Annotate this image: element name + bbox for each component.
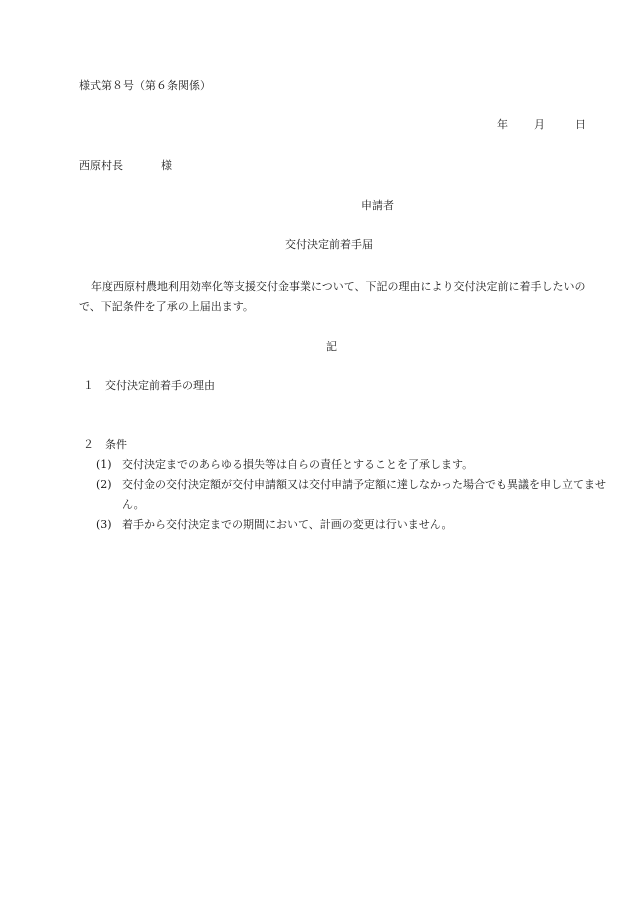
item-1-number: １ [83,379,94,392]
condition-2-number: (2) [96,478,112,491]
condition-1 [96,455,614,475]
addressee-honorific: 様 [161,159,172,172]
applicant-label: 申請者 [361,199,394,212]
condition-3-text: 着手から交付決定までの期間において、計画の変更は行いません。 [122,518,453,531]
date-line [497,118,586,132]
date-day: 日 [575,118,586,131]
item-1-label: 交付決定前着手の理由 [105,379,215,392]
document-title: 交付決定前着手届 [285,238,373,251]
addressee [79,159,172,173]
condition-2 [96,475,614,515]
date-year: 年 [497,118,508,131]
condition-1-number: (1) [96,458,112,471]
date-month: 月 [534,118,545,131]
condition-3 [96,515,614,535]
body-paragraph: 年度西原村農地利用効率化等支援交付金事業について、下記の理由により交付決定前に着手したいので、下記条件を了承の上届出ます。 [79,280,586,313]
condition-3-number: (3) [96,518,112,531]
form-number: 様式第８号（第６条関係） [79,79,211,92]
item-2 [79,438,127,452]
addressee-name: 西原村長 [79,159,123,172]
condition-1-text: 交付決定までのあらゆる損失等は自らの責任とすることを了承します。 [122,458,474,471]
condition-2-text: 交付金の交付決定額が交付申請額又は交付申請予定額に達しなかった場合でも異議を申し立てません。 [122,478,606,511]
item-1 [79,379,215,393]
item-2-label: 条件 [105,438,127,451]
ki-heading: 記 [326,340,337,353]
item-2-number: ２ [83,438,94,451]
